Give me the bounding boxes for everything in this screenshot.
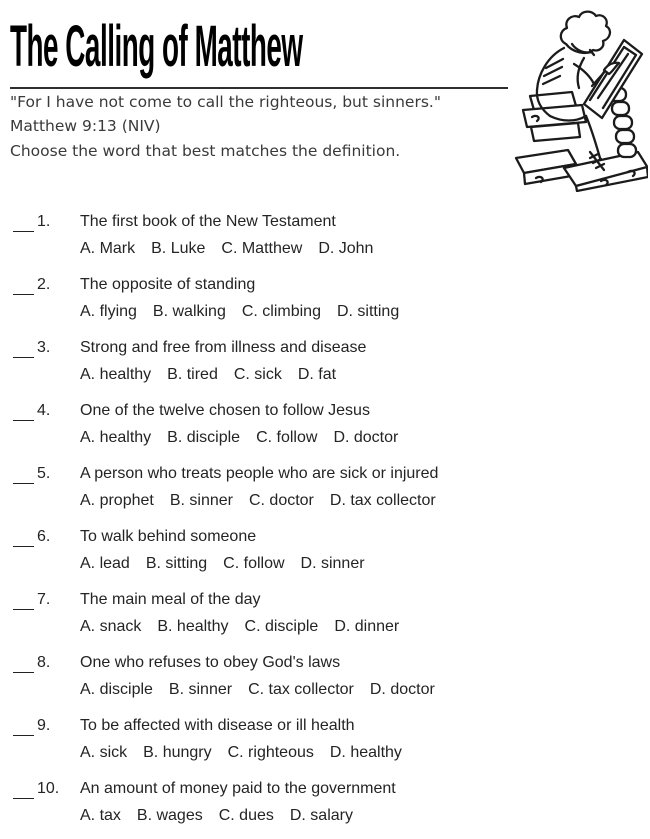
choice-option: D. sinner xyxy=(300,554,365,572)
choice-option: A. disciple xyxy=(80,680,153,698)
choice-row xyxy=(80,299,650,326)
question-number: 8. xyxy=(37,654,51,671)
choice-option: A. healthy xyxy=(80,365,152,383)
question-text: The opposite of standing xyxy=(80,276,256,293)
question-body xyxy=(80,524,650,577)
question-item xyxy=(0,650,650,703)
question-item xyxy=(0,524,650,577)
choice-option: B. sinner xyxy=(169,491,233,509)
choice-option: D. John xyxy=(318,239,374,257)
question-text: An amount of money paid to the government xyxy=(80,780,396,797)
question-item xyxy=(0,335,650,388)
choice-option: A. flying xyxy=(80,302,137,320)
choice-option: C. doctor xyxy=(248,491,314,509)
answer-blank[interactable] xyxy=(13,461,34,484)
question-body xyxy=(80,272,650,325)
choice-option: D. healthy xyxy=(329,743,402,761)
choice-option: B. healthy xyxy=(157,617,229,635)
choice-option: D. tax collector xyxy=(329,491,436,509)
answer-blank[interactable] xyxy=(13,587,34,610)
choice-option: D. doctor xyxy=(369,680,435,698)
question-number: 4. xyxy=(37,402,51,419)
choice-option: A. lead xyxy=(80,554,130,572)
answer-blank[interactable] xyxy=(13,776,34,799)
answer-blank[interactable] xyxy=(13,650,34,673)
choice-option: D. fat xyxy=(297,365,337,383)
question-text: The first book of the New Testament xyxy=(80,213,336,230)
choice-option: A. Mark xyxy=(80,239,136,257)
answer-blank[interactable] xyxy=(13,272,34,295)
question-number: 2. xyxy=(37,276,51,293)
choice-option: A. sick xyxy=(80,743,128,761)
choice-option: B. hungry xyxy=(143,743,212,761)
question-body xyxy=(80,398,650,451)
choice-option: C. tax collector xyxy=(248,680,354,698)
title-divider xyxy=(10,87,508,89)
choice-option: D. salary xyxy=(289,806,353,824)
question-text: A person who treats people who are sick or injured xyxy=(80,465,439,482)
choice-option: C. righteous xyxy=(227,743,314,761)
choice-option: D. dinner xyxy=(334,617,400,635)
page-title: The Calling of Matthew xyxy=(10,14,303,79)
choice-row xyxy=(80,488,650,515)
question-number: 6. xyxy=(37,528,51,545)
choice-option: D. doctor xyxy=(333,428,399,446)
answer-blank[interactable] xyxy=(13,335,34,358)
question-number: 9. xyxy=(37,717,51,734)
question-body xyxy=(80,461,650,514)
verse-line-1: "For I have not come to call the righteous, but sinners." xyxy=(10,93,441,111)
choice-option: A. snack xyxy=(80,617,142,635)
choice-option: B. tired xyxy=(167,365,218,383)
choice-option: B. sitting xyxy=(145,554,208,572)
verse-line-2: Matthew 9:13 (NIV) xyxy=(10,117,161,135)
question-number: 1. xyxy=(37,213,51,230)
choice-option: C. climbing xyxy=(241,302,321,320)
question-item xyxy=(0,272,650,325)
choice-option: A. prophet xyxy=(80,491,154,509)
question-item xyxy=(0,713,650,766)
choice-option: C. follow xyxy=(223,554,285,572)
choice-row xyxy=(80,677,650,704)
question-text: One who refuses to obey God's laws xyxy=(80,654,341,671)
choice-row xyxy=(80,803,650,830)
choice-row xyxy=(80,740,650,767)
choice-option: B. Luke xyxy=(151,239,206,257)
question-body xyxy=(80,587,650,640)
question-text: To walk behind someone xyxy=(80,528,257,545)
instructions-text: Choose the word that best matches the definition. xyxy=(10,142,401,160)
answer-blank[interactable] xyxy=(13,713,34,736)
answer-blank[interactable] xyxy=(13,398,34,421)
verse-quote xyxy=(10,90,510,138)
question-number: 10. xyxy=(37,780,60,797)
answer-blank[interactable] xyxy=(13,209,34,232)
question-body xyxy=(80,209,650,262)
choice-row xyxy=(80,425,650,452)
choice-option: B. sinner xyxy=(168,680,233,698)
question-number: 5. xyxy=(37,465,51,482)
question-body xyxy=(80,335,650,388)
question-number: 7. xyxy=(37,591,51,608)
choice-row xyxy=(80,236,650,263)
answer-blank[interactable] xyxy=(13,524,34,547)
question-text: One of the twelve chosen to follow Jesus xyxy=(80,402,370,419)
choice-row xyxy=(80,551,650,578)
question-body xyxy=(80,650,650,703)
question-text: Strong and free from illness and disease xyxy=(80,339,367,356)
question-text: The main meal of the day xyxy=(80,591,261,608)
choice-row xyxy=(80,362,650,389)
choice-option: C. dues xyxy=(218,806,274,824)
question-item xyxy=(0,587,650,640)
scribe-illustration xyxy=(506,0,648,192)
choice-option: B. disciple xyxy=(167,428,241,446)
question-number: 3. xyxy=(37,339,51,356)
question-item xyxy=(0,461,650,514)
choice-option: D. sitting xyxy=(336,302,400,320)
choice-option: B. walking xyxy=(152,302,226,320)
question-list xyxy=(0,209,650,839)
question-item xyxy=(0,209,650,262)
question-item xyxy=(0,398,650,451)
choice-option: C. sick xyxy=(233,365,282,383)
choice-option: C. follow xyxy=(256,428,318,446)
choice-row xyxy=(80,614,650,641)
choice-option: B. wages xyxy=(136,806,203,824)
choice-option: C. Matthew xyxy=(221,239,303,257)
choice-option: A. healthy xyxy=(80,428,152,446)
question-body xyxy=(80,776,650,829)
question-text: To be affected with disease or ill health xyxy=(80,717,355,734)
choice-option: A. tax xyxy=(80,806,121,824)
choice-option: C. disciple xyxy=(244,617,319,635)
question-body xyxy=(80,713,650,766)
question-item xyxy=(0,776,650,829)
